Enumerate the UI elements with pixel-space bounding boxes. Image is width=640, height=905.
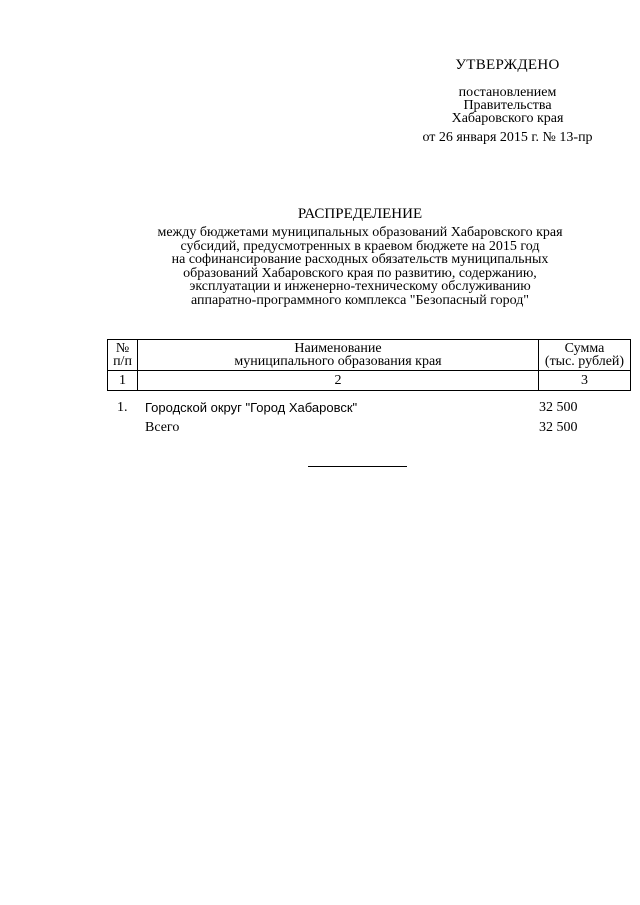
row-number: 1. [117,400,128,415]
header-name: Наименование муниципального образования края [138,340,539,371]
distribution-table-header [107,339,631,391]
heading-line: между бюджетами муниципальных образований Хабаровского края [157,225,563,240]
approval-government: Правительства [463,98,552,113]
heading-line: аппаратно-программного комплекса "Безопасный город" [190,292,530,308]
column-number-3: 3 [539,371,631,391]
distribution-rows [107,400,587,440]
approval-region: Хабаровского края [451,111,564,126]
heading-line: эксплуатации и инженерно-техническому обслуживанию [189,279,531,294]
document-title: РАСПРЕДЕЛЕНИЕ [297,206,423,222]
closing-divider [308,466,407,467]
heading-line: на софинансирование расходных обязательств муниципальных [171,252,549,267]
row-municipality: Городской округ "Город Хабаровск" [145,400,358,415]
approved-heading: УТВЕРЖДЕНО [455,57,560,73]
document-heading [100,206,620,307]
approval-date: от 26 января 2015 г. № 13-пр [422,130,593,145]
row-sum: 32 500 [539,400,578,415]
header-sum: Сумма (тыс. рублей) [539,340,631,371]
total-label: Всего [145,420,180,435]
approval-block [400,57,615,144]
heading-line: образований Хабаровского края по развитию, содержанию, [183,265,537,281]
approval-resolution: постановлением [458,85,557,100]
table-row [107,400,587,420]
column-number-2: 2 [138,371,539,391]
total-row [107,420,587,440]
column-number-1: 1 [108,371,138,391]
header-number: № п/п [108,340,138,371]
heading-line: субсидий, предусмотренных в краевом бюджете на 2015 год [180,238,540,254]
total-sum: 32 500 [539,420,578,435]
